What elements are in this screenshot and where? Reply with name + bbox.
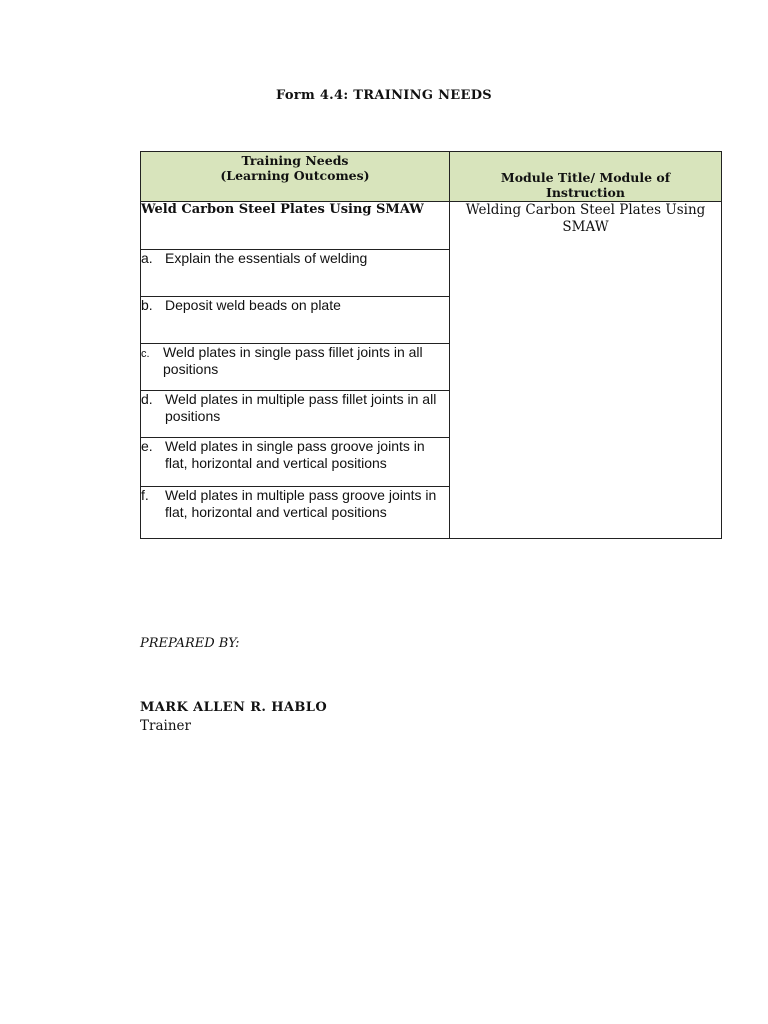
item-text: Weld plates in multiple pass groove joints in flat, horizontal and vertical positions <box>165 487 437 520</box>
item-text: Weld plates in single pass groove joints in flat, horizontal and vertical positions <box>165 438 425 471</box>
main-learning-outcome: Weld Carbon Steel Plates Using SMAW <box>141 202 450 250</box>
learning-outcome-item <box>141 297 450 344</box>
learning-outcome-item <box>141 487 450 539</box>
header-module-title-line2: Instruction <box>546 185 625 200</box>
form-title: Form 4.4: TRAINING NEEDS <box>276 88 492 103</box>
learning-outcome-item <box>141 344 450 391</box>
signatory-name: MARK ALLEN R. HABLO <box>140 700 328 715</box>
item-marker: f. <box>141 487 149 503</box>
item-text: Weld plates in single pass fillet joints in all positions <box>163 344 423 377</box>
item-marker: d. <box>141 391 153 407</box>
signatory-role: Trainer <box>140 718 191 734</box>
learning-outcome-item <box>141 438 450 487</box>
module-title-cell: Welding Carbon Steel Plates Using SMAW <box>450 202 722 539</box>
training-needs-table <box>140 151 722 539</box>
prepared-by-label: PREPARED BY: <box>140 636 240 651</box>
item-text: Weld plates in multiple pass fillet joints in all positions <box>165 391 437 424</box>
item-text: Explain the essentials of welding <box>165 250 368 266</box>
table-row <box>141 202 722 250</box>
table-header-row <box>141 152 722 202</box>
learning-outcome-item <box>141 391 450 438</box>
header-module-title <box>450 152 722 202</box>
item-text: Deposit weld beads on plate <box>165 297 341 313</box>
header-module-title-line1: Module Title/ Module of <box>500 170 671 185</box>
item-marker: c. <box>141 348 150 360</box>
header-training-needs <box>141 152 450 202</box>
item-marker: e. <box>141 438 153 454</box>
header-training-needs-line1: Training Needs <box>241 153 349 168</box>
item-marker: b. <box>141 297 153 313</box>
header-training-needs-line2: (Learning Outcomes) <box>220 168 370 183</box>
learning-outcome-item <box>141 250 450 297</box>
item-marker: a. <box>141 250 153 266</box>
